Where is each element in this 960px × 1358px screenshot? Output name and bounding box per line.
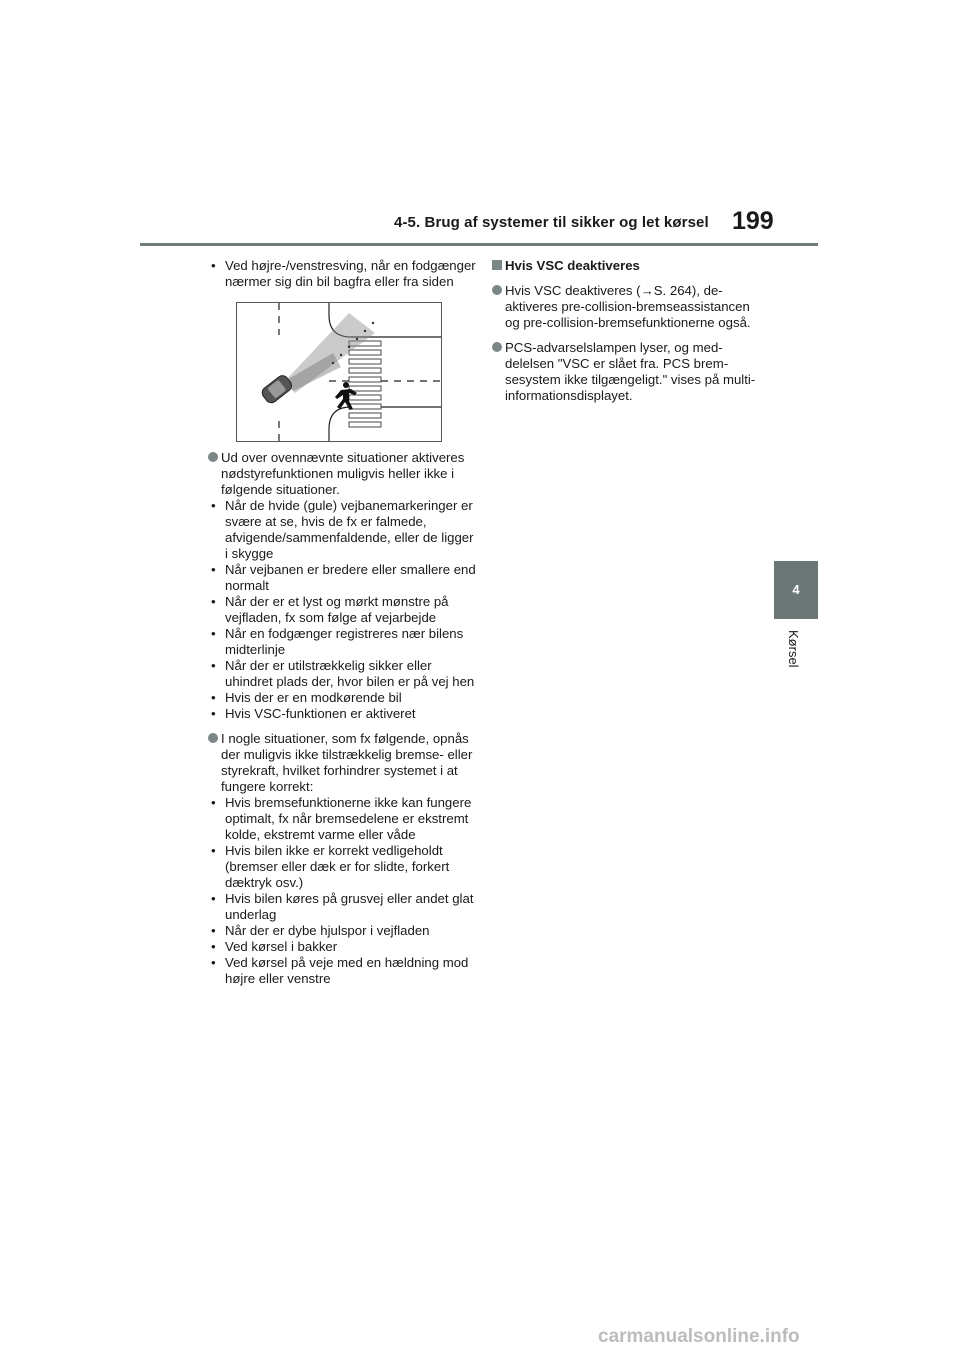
list-item: • Hvis bilen køres på grusvej eller andet glat underlag <box>211 891 474 922</box>
section-title: 4-5. Brug af systemer til sikker og let kørsel <box>394 214 709 231</box>
pedestrian-illustration <box>236 302 442 442</box>
list-item: • Når de hvide (gule) vejbanemarkeringer er svære at se, hvis de fx er falmede, afvigende/sammenfaldende, eller de ligger i skygge <box>211 498 474 561</box>
list-item: • Når der er dybe hjulspor i vejfladen <box>211 923 430 938</box>
page-number: 199 <box>732 207 774 235</box>
list-item: • Hvis bilen ikke er korrekt vedligeholdt (bremser eller dæk er for slidte, forkert dæktryk osv.) <box>211 843 450 890</box>
list-item: • Hvis bremsefunktionerne ikke kan fungere optimalt, fx når bremsedelene er ekstremt kolde, ekstremt varme eller våde <box>211 795 472 842</box>
circle-bullet-pcs-lamp: PCS-advarselslampen lyser, og meddelelsen "VSC er slået fra. PCS bremsesystem ikke tilgængeligt." vises på multi-informationsdisplayet. <box>492 340 760 404</box>
chapter-label: Kørsel <box>786 630 801 668</box>
list-item: • Når der er utilstrækkelig sikker eller uhindret plads der, hvor bilen er på vej hen <box>211 658 475 689</box>
chapter-number: 4 <box>792 582 800 597</box>
header-rule <box>140 243 818 246</box>
section-heading: Hvis VSC deaktiveres <box>492 258 760 274</box>
intro-bullet: • Ved højre-/venstresving, når en fodgænger nærmer sig din bil bagfra eller fra siden <box>211 258 476 289</box>
circle-bullet-vsc: Hvis VSC deaktiveres (→S. 264), deaktiveres pre-collision-bremseassistancen og pre-collision-bremsefunktionerne også. <box>492 283 760 331</box>
list-item: • Når vejbanen er bredere eller smallere end normalt <box>211 562 476 593</box>
list-item: • Når en fodgænger registreres nær bilens midterlinje <box>211 626 464 657</box>
watermark: carmanualsonline.info <box>598 1326 800 1347</box>
list-item: • Når der er et lyst og mørkt mønstre på vejfladen, fx som følge af vejarbejde <box>211 594 449 625</box>
list-item: • Ved kørsel i bakker <box>211 939 338 954</box>
right-column <box>492 258 760 404</box>
left-column <box>208 258 476 987</box>
chapter-tab[interactable] <box>774 561 818 619</box>
list-item: • Hvis VSC-funktionen er aktiveret <box>211 706 416 721</box>
list-item: • Hvis der er en modkørende bil <box>211 690 402 705</box>
list-item: • Ved kørsel på veje med en hældning mod højre eller venstre <box>211 955 469 986</box>
circle-bullet-brake-force: I nogle situationer, som fx følgende, opnås der muligvis ikke tilstrækkelig bremse- eller styrekraft, hvilket forhindrer systemet i at fungere korrekt: <box>208 731 476 795</box>
circle-bullet-situations: Ud over ovennævnte situationer aktiveres nødstyrefunktionen muligvis heller ikke i følgende situationer. <box>208 450 476 498</box>
